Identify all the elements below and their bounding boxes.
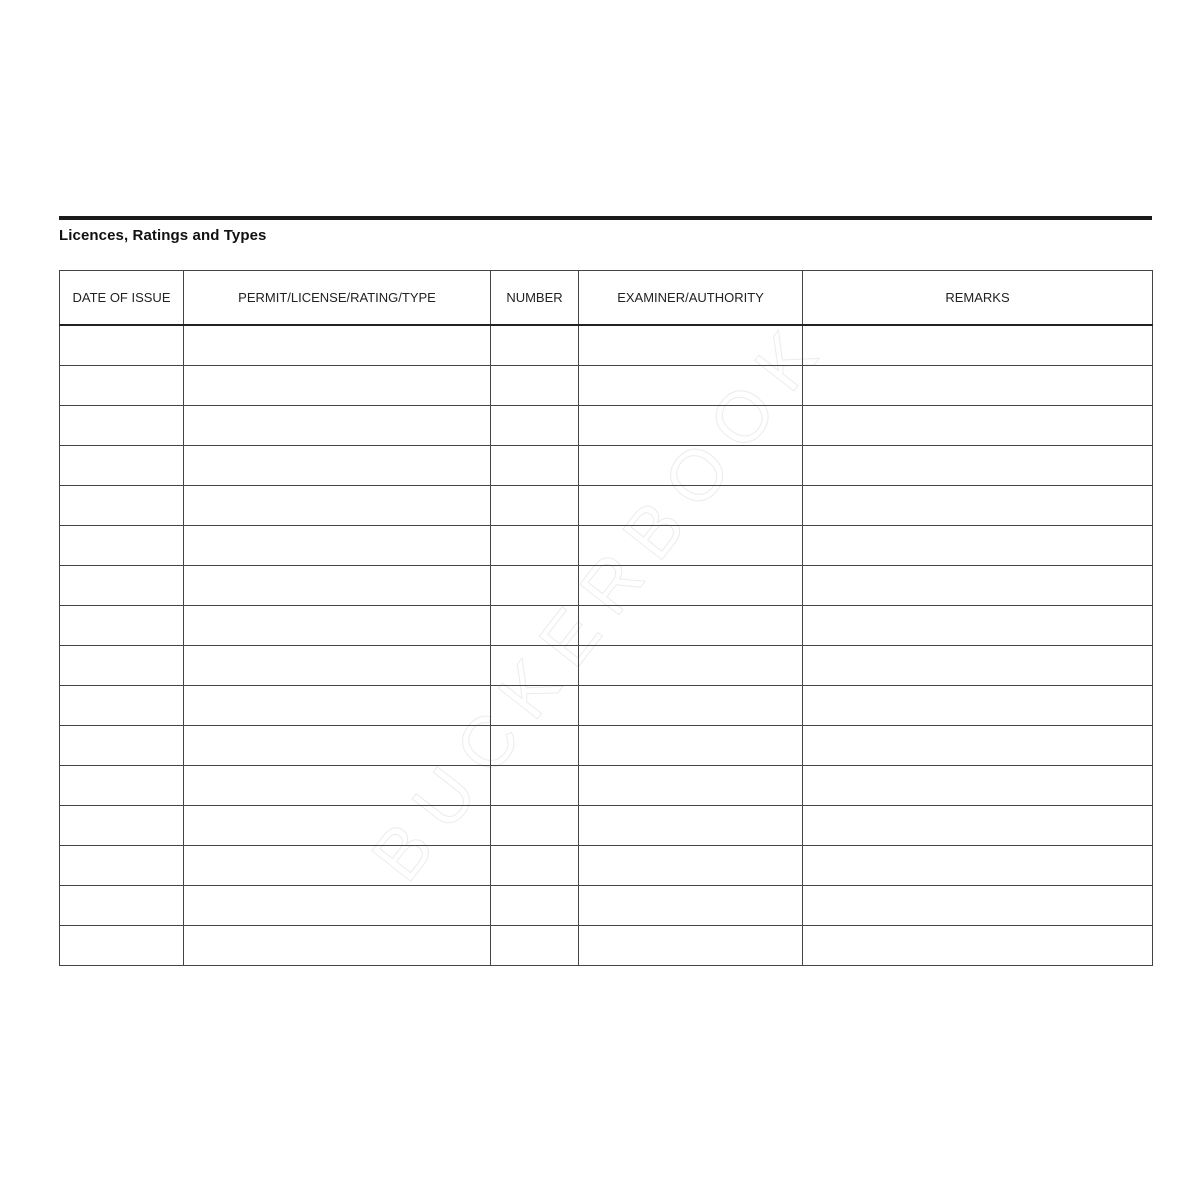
permit-license-rating-type-cell [184,366,491,406]
table-body [60,325,1153,966]
examiner-authority-cell [579,646,803,686]
permit-license-rating-type-cell [184,526,491,566]
remarks-cell [803,886,1153,926]
examiner-authority-cell [579,806,803,846]
number-cell [491,406,579,446]
remarks-cell [803,366,1153,406]
table-row [60,526,1153,566]
column-header-remarks: REMARKS [803,271,1153,326]
permit-license-rating-type-cell [184,606,491,646]
remarks-cell [803,646,1153,686]
number-cell [491,886,579,926]
table-row [60,646,1153,686]
table-row [60,926,1153,966]
section-title: Licences, Ratings and Types [59,227,267,244]
table-row [60,806,1153,846]
number-cell [491,486,579,526]
examiner-authority-cell [579,726,803,766]
table-header [60,271,1153,326]
number-cell [491,806,579,846]
remarks-cell [803,806,1153,846]
number-cell [491,646,579,686]
date-of-issue-cell [60,325,184,366]
date-of-issue-cell [60,806,184,846]
permit-license-rating-type-cell [184,646,491,686]
permit-license-rating-type-cell [184,446,491,486]
date-of-issue-cell [60,646,184,686]
permit-license-rating-type-cell [184,806,491,846]
date-of-issue-cell [60,526,184,566]
examiner-authority-cell [579,526,803,566]
examiner-authority-cell [579,366,803,406]
section-top-rule [59,216,1152,220]
table-row [60,446,1153,486]
remarks-cell [803,486,1153,526]
table-row [60,606,1153,646]
examiner-authority-cell [579,686,803,726]
table-row [60,325,1153,366]
column-header-examiner-authority: EXAMINER/AUTHORITY [579,271,803,326]
examiner-authority-cell [579,566,803,606]
remarks-cell [803,566,1153,606]
examiner-authority-cell [579,926,803,966]
number-cell [491,366,579,406]
number-cell [491,766,579,806]
permit-license-rating-type-cell [184,926,491,966]
column-header-number: NUMBER [491,271,579,326]
table-row [60,686,1153,726]
examiner-authority-cell [579,486,803,526]
number-cell [491,726,579,766]
table-row [60,766,1153,806]
examiner-authority-cell [579,606,803,646]
table-row [60,406,1153,446]
remarks-cell [803,446,1153,486]
date-of-issue-cell [60,566,184,606]
column-header-date-of-issue: DATE OF ISSUE [60,271,184,326]
permit-license-rating-type-cell [184,486,491,526]
examiner-authority-cell [579,406,803,446]
examiner-authority-cell [579,325,803,366]
number-cell [491,606,579,646]
number-cell [491,846,579,886]
number-cell [491,526,579,566]
remarks-cell [803,926,1153,966]
permit-license-rating-type-cell [184,566,491,606]
number-cell [491,566,579,606]
date-of-issue-cell [60,366,184,406]
date-of-issue-cell [60,886,184,926]
table-row [60,486,1153,526]
table-row [60,846,1153,886]
examiner-authority-cell [579,766,803,806]
permit-license-rating-type-cell [184,846,491,886]
permit-license-rating-type-cell [184,726,491,766]
date-of-issue-cell [60,926,184,966]
number-cell [491,446,579,486]
examiner-authority-cell [579,446,803,486]
date-of-issue-cell [60,726,184,766]
header-row [60,271,1153,326]
remarks-cell [803,406,1153,446]
permit-license-rating-type-cell [184,325,491,366]
date-of-issue-cell [60,686,184,726]
table-row [60,366,1153,406]
date-of-issue-cell [60,446,184,486]
number-cell [491,325,579,366]
number-cell [491,926,579,966]
table-row [60,886,1153,926]
table-row [60,566,1153,606]
remarks-cell [803,686,1153,726]
examiner-authority-cell [579,846,803,886]
date-of-issue-cell [60,766,184,806]
date-of-issue-cell [60,406,184,446]
number-cell [491,686,579,726]
permit-license-rating-type-cell [184,766,491,806]
remarks-cell [803,526,1153,566]
permit-license-rating-type-cell [184,886,491,926]
watermark: BUCKERBOOK [356,304,844,896]
remarks-cell [803,726,1153,766]
permit-license-rating-type-cell [184,686,491,726]
remarks-cell [803,766,1153,806]
column-header-permit-license-rating-type: PERMIT/LICENSE/RATING/TYPE [184,271,491,326]
examiner-authority-cell [579,886,803,926]
date-of-issue-cell [60,486,184,526]
remarks-cell [803,325,1153,366]
permit-license-rating-type-cell [184,406,491,446]
table-row [60,726,1153,766]
date-of-issue-cell [60,846,184,886]
licences-table [59,270,1153,966]
date-of-issue-cell [60,606,184,646]
remarks-cell [803,606,1153,646]
remarks-cell [803,846,1153,886]
